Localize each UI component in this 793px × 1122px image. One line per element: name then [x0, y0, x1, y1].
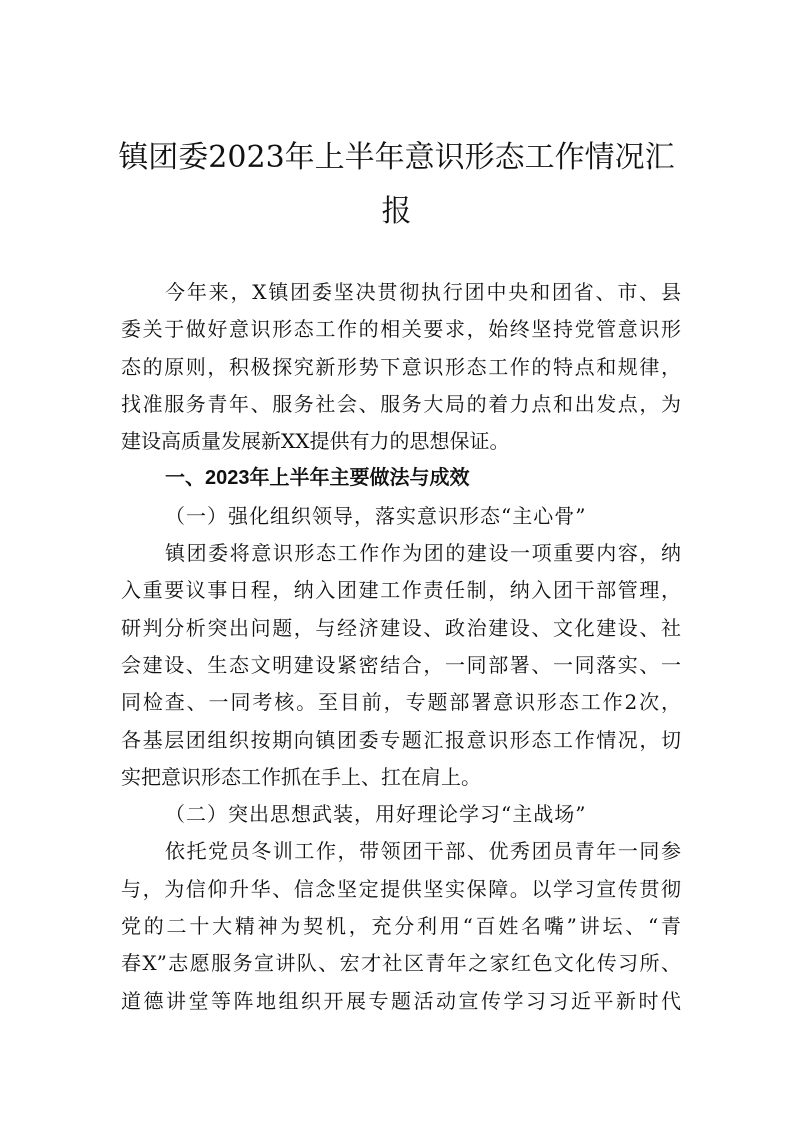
document-body: [121, 274, 681, 1020]
paragraph-line: 与，为信仰升华、信念坚定提供坚实保障。以学习宣传贯彻: [121, 876, 681, 901]
paragraph-line: 实把意识形态工作抓在手上、扛在肩上。: [121, 764, 481, 789]
paragraph-line: 建设高质量发展新XX提供有力的思想保证。: [121, 429, 510, 454]
paragraph-line: 镇团委将意识形态工作作为团的建设一项重要内容，纳: [165, 541, 681, 566]
section-heading: 一、2023年上半年主要做法与成效: [165, 467, 470, 490]
paragraph-line: 入重要议事日程，纳入团建工作责任制，纳入团干部管理，: [121, 578, 681, 603]
paragraph-line: 各基层团组织按期向镇团委专题汇报意识形态工作情况，切: [121, 727, 681, 752]
paragraph-line: 同检查、一同考核。至目前，专题部署意识形态工作2次，: [121, 690, 681, 715]
paragraph-line: 依托党员冬训工作，带领团干部、优秀团员青年一同参: [165, 839, 681, 864]
title-line: 镇团委2023年上半年意识形态工作情况汇: [118, 140, 675, 175]
subsection-heading: （一）强化组织领导，落实意识形态“主心骨”: [165, 503, 587, 528]
paragraph-line: 党的二十大精神为契机，充分利用“百姓名嘴”讲坛、“青: [121, 914, 681, 939]
subsection-heading: （二）突出思想武装，用好理论学习“主战场”: [165, 802, 587, 827]
paragraph-line: 研判分析突出问题，与经济建设、政治建设、文化建设、社: [121, 615, 681, 640]
paragraph-line: 道德讲堂等阵地组织开展专题活动宣传学习习近平新时代: [121, 988, 681, 1013]
title-line: 报: [381, 194, 412, 229]
paragraph-line: 春X”志愿服务宣讲队、宏才社区青年之家红色文化传习所、: [121, 951, 681, 976]
paragraph-line: 态的原则，积极探究新形势下意识形态工作的特点和规律，: [121, 354, 681, 379]
paragraph-line: 今年来，X镇团委坚决贯彻执行团中央和团省、市、县: [165, 280, 681, 304]
paragraph-line: 委关于做好意识形态工作的相关要求，始终坚持党管意识形: [121, 317, 681, 342]
document-title: [0, 131, 793, 239]
paragraph-line: 会建设、生态文明建设紧密结合，一同部署、一同落实、一: [121, 652, 681, 677]
paragraph-line: 找准服务青年、服务社会、服务大局的着力点和出发点，为: [121, 391, 681, 416]
